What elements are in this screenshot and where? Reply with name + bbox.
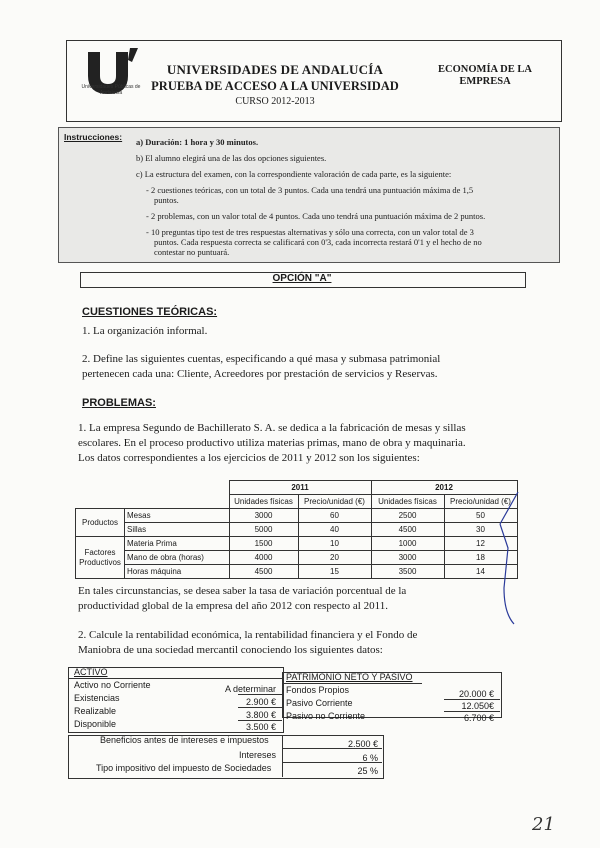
instr-c3b: puntos. Cada respuesta correcta se calificará con 0'3, cada incorrecta restará 0'1 y el hecho de no — [154, 237, 482, 247]
table-row: Horas máquina 4500 15 3500 14 — [76, 565, 518, 579]
problem1-line2: escolares. En el proceso productivo utiliza materias primas, mano de obra y maquinaria. — [78, 437, 466, 449]
pc-value: 12.050€ — [461, 701, 494, 711]
productivity-table — [75, 480, 518, 579]
row-label: Mesas — [125, 509, 230, 523]
table-row: Factores Productivos Materia Prima 1500 10 1000 12 — [76, 537, 518, 551]
problem1-line1: 1. La empresa Segundo de Bachillerato S. A. se dedica a la fabricación de mesas y sillas — [78, 422, 466, 434]
tax-label: Tipo impositivo del impuesto de Sociedades — [96, 763, 272, 773]
theory-q1: 1. La organización informal. — [82, 325, 208, 337]
table-row: Mano de obra (horas) 4000 20 3000 18 — [76, 551, 518, 565]
real-value: 3.800 € — [245, 710, 276, 720]
anc-label: Activo no Corriente — [74, 680, 151, 690]
col-price-2011: Precio/unidad (€) — [298, 495, 371, 509]
exist-label: Existencias — [74, 693, 120, 703]
instr-c2: - 2 problemas, con un valor total de 4 puntos. Cada uno tendrá una puntuación máxima de 2 puntos. — [146, 211, 486, 221]
group-factors: Factores Productivos — [76, 537, 125, 579]
bai-value: 2.500 € — [347, 739, 378, 749]
row-label: Sillas — [125, 523, 230, 537]
problem2-line1: 2. Calcule la rentabilidad económica, la rentabilidad financiera y el Fondo de — [78, 629, 418, 641]
theory-q2-line1: 2. Define las siguientes cuentas, especificando a qué masa y submasa patrimonial — [82, 353, 441, 365]
activo-header: ACTIVO — [74, 667, 108, 677]
pnc-label: Pasivo no Corriente — [286, 711, 366, 721]
problem1-line4: En tales circunstancias, se desea saber la tasa de variación porcentual de la — [78, 585, 407, 597]
exist-value: 2.900 € — [245, 697, 276, 707]
fp-label: Fondos Propios — [286, 685, 350, 695]
pnc-value: 6.700 € — [463, 713, 494, 723]
header-title-2: PRUEBA DE ACCESO A LA UNIVERSIDAD — [151, 79, 399, 93]
table-row: Sillas 5000 40 4500 30 — [76, 523, 518, 537]
year-2012: 2012 — [371, 481, 517, 495]
anc-value: A determinar — [224, 684, 276, 694]
instr-c1: - 2 cuestiones teóricas, con un total de 3 puntos. Cada una tendrá una puntuación máxima de 1,5 — [146, 185, 474, 195]
col-price-2012: Precio/unidad (€) — [444, 495, 517, 509]
row-label: Mano de obra (horas) — [125, 551, 230, 565]
subject-name: ECONOMÍA DE LA EMPRESA — [438, 64, 532, 87]
row-label: Horas máquina — [125, 565, 230, 579]
row-label: Materia Prima — [125, 537, 230, 551]
theory-q2-line2: pertenecen cada una: Cliente, Acreedores por prestación de servicios y Reservas. — [82, 368, 438, 380]
disp-label: Disponible — [74, 719, 117, 729]
table-header-cols — [76, 495, 518, 509]
col-units-2012: Unidades físicas — [371, 495, 444, 509]
theory-heading: CUESTIONES TEÓRICAS: — [82, 306, 218, 318]
tax-value: 25 % — [357, 766, 378, 776]
int-label: Intereses — [238, 750, 276, 760]
instr-c3: - 10 preguntas tipo test de tres respuestas alternativas y sólo una correcta, con un valor total de 3 — [146, 227, 474, 237]
int-value: 6 % — [362, 753, 378, 763]
problem1-line5: productividad global de la empresa del año 2012 con respecto al 2011. — [78, 600, 388, 612]
logo-caption: Universidades Públicas de Andalucía — [81, 84, 141, 96]
header-title-1: UNIVERSIDADES DE ANDALUCÍA — [166, 62, 384, 77]
table-row: Productos Mesas 3000 60 2500 50 — [76, 509, 518, 523]
page-number-handwritten: 21 — [532, 814, 555, 835]
bai-label: Beneficios antes de intereses e impuestos — [100, 735, 269, 745]
option-title: OPCIÓN "A" — [272, 273, 332, 284]
problem2-line2: Maniobra de una sociedad mercantil conociendo los siguientes datos: — [78, 644, 383, 656]
instr-b: b) El alumno elegirá una de las dos opciones siguientes. — [136, 153, 327, 163]
group-products: Productos — [76, 509, 125, 537]
instr-c: c) La estructura del examen, con la correspondiente valoración de cada parte, es la siguiente: — [136, 169, 452, 179]
problem1-line3: Los datos correspondientes a los ejercicios de 2011 y 2012 son los siguientes: — [78, 452, 420, 464]
table-header-years — [76, 481, 518, 495]
instr-c3c: contestar no puntuará. — [154, 247, 230, 257]
problems-heading: PROBLEMAS: — [82, 397, 156, 409]
disp-value: 3.500 € — [245, 722, 276, 732]
pc-label: Pasivo Corriente — [286, 698, 353, 708]
pn-header: PATRIMONIO NETO Y PASIVO — [286, 672, 413, 682]
instr-c1b: puntos. — [154, 195, 179, 205]
instructions-label: Instrucciones: — [64, 132, 123, 142]
real-label: Realizable — [74, 706, 117, 716]
handwritten-check-mark — [470, 488, 540, 628]
year-2011: 2011 — [229, 481, 371, 495]
course-label: CURSO 2012-2013 — [235, 96, 315, 107]
instr-a: a) Duración: 1 hora y 30 minutos. — [136, 137, 259, 147]
col-units-2011: Unidades físicas — [229, 495, 298, 509]
fp-value: 20.000 € — [458, 689, 494, 699]
